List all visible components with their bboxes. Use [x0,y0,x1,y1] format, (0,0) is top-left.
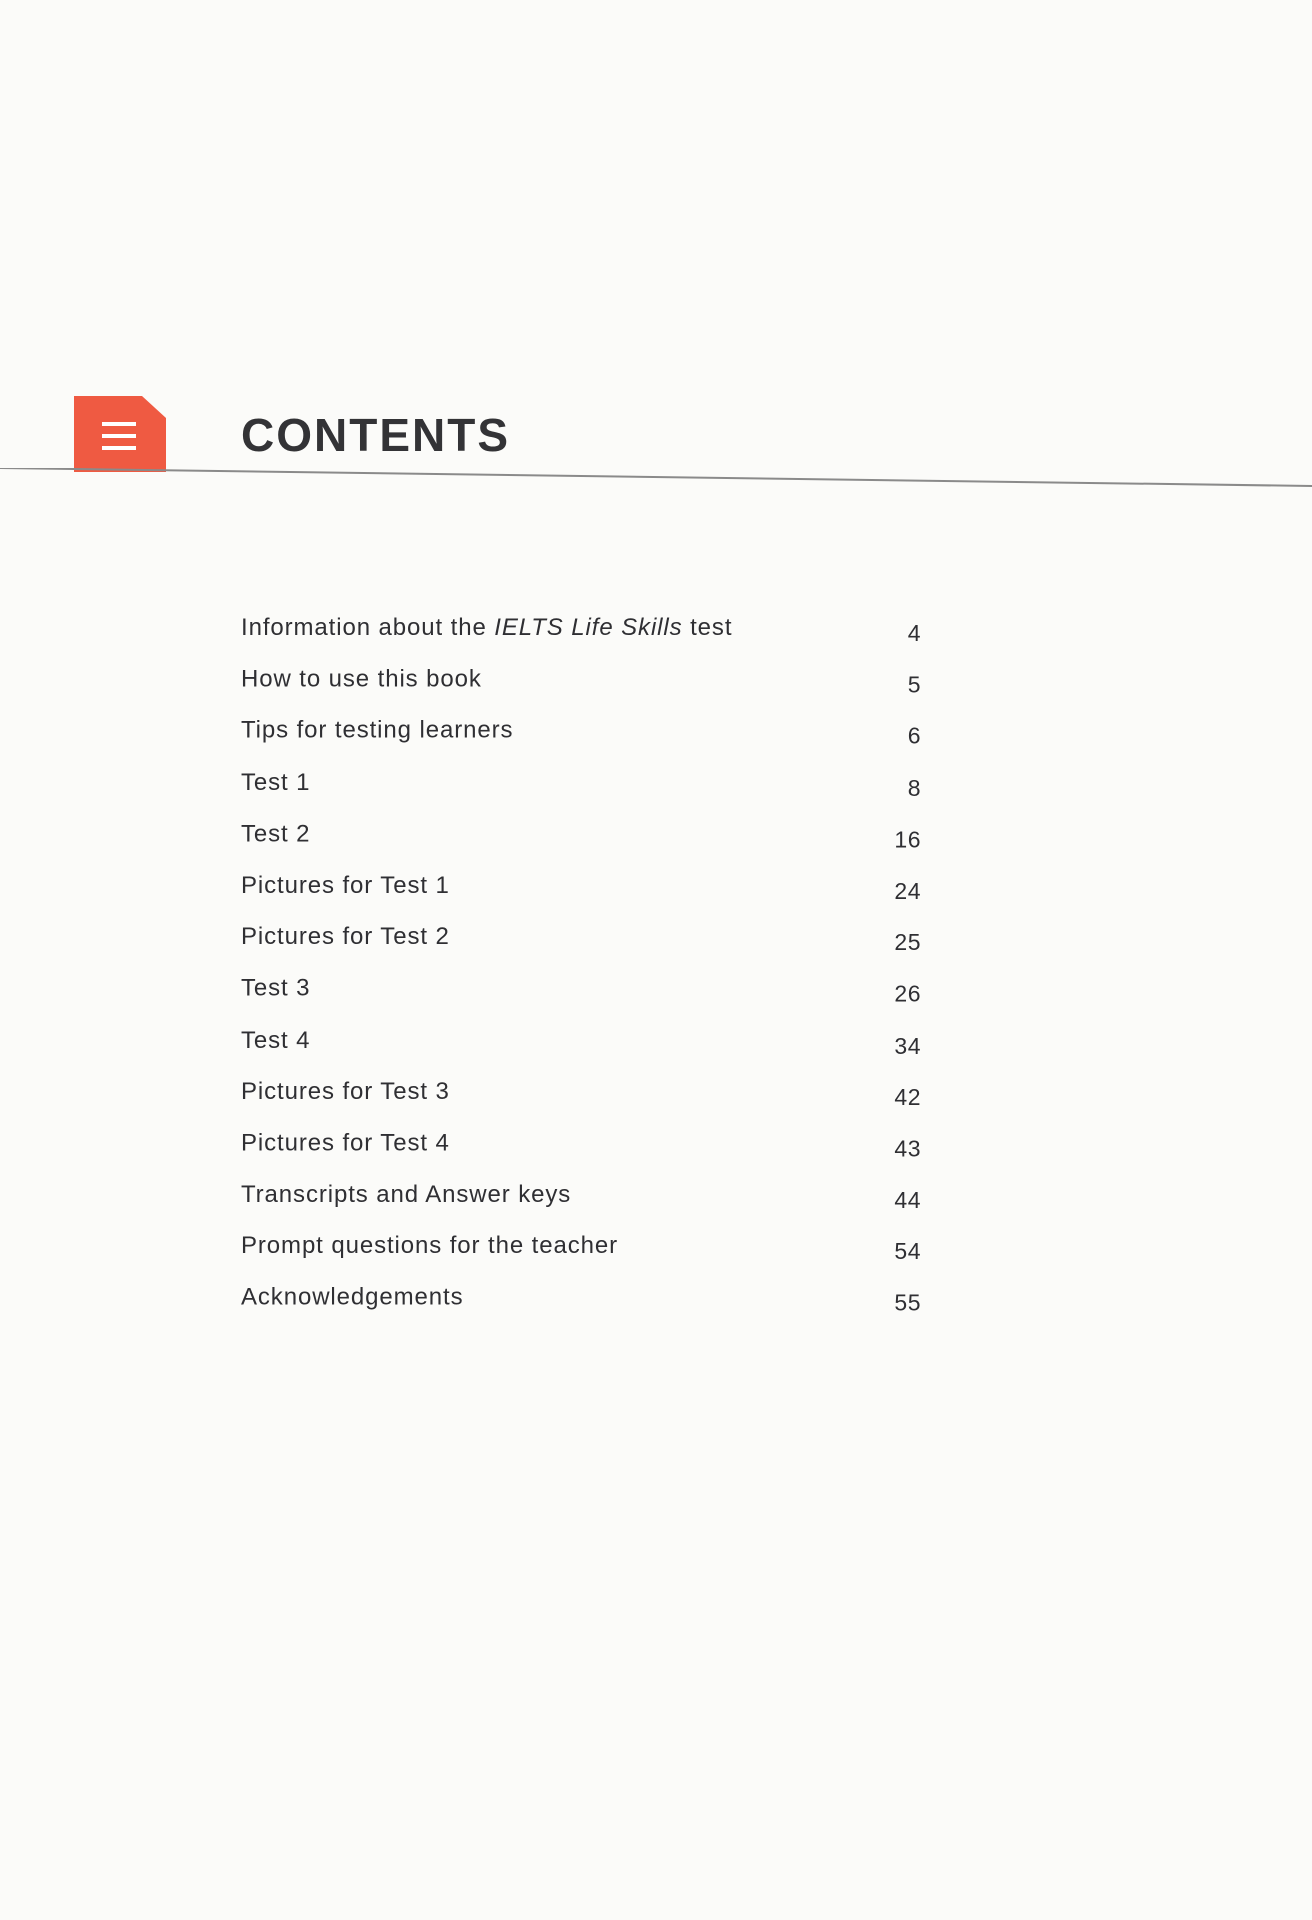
toc-entry-page-number: 34 [894,1032,921,1059]
toc-entry [241,1278,921,1329]
toc-entry-title: How to use this book [241,665,482,693]
toc-entry-title: Tips for testing learners [241,717,514,745]
toc-entry-page-number: 42 [894,1083,921,1110]
toc-entry [241,763,921,814]
toc-entry-page-number: 5 [907,671,921,698]
toc-entry-page-number: 44 [894,1186,921,1213]
toc-entry-page-number: 16 [894,826,921,853]
page-title: CONTENTS [241,409,510,461]
toc-entry-title: Transcripts and Answer keys [241,1180,572,1208]
toc-entry [241,1072,921,1123]
toc-entry [241,814,921,865]
toc-entry-title: Prompt questions for the teacher [241,1232,618,1260]
toc-entry-page-number: 25 [894,929,921,956]
toc-entry [241,1175,921,1226]
toc-entry-title: Test 2 [241,820,311,848]
toc-entry [241,969,921,1020]
toc-entry-title: Test 1 [241,768,311,796]
document-icon [74,396,166,472]
toc-entry [241,711,921,762]
toc-entry [241,1123,921,1174]
toc-entry-title: Pictures for Test 3 [241,1077,450,1105]
toc-entry-page-number: 55 [894,1289,921,1316]
toc-entry [241,660,921,711]
toc-entry-page-number: 26 [894,980,921,1007]
toc-entry-title-italic: IELTS Life Skills [494,614,683,641]
table-of-contents [241,608,921,1325]
toc-entry-title: Test 3 [241,974,311,1002]
toc-entry-page-number: 8 [907,774,921,801]
toc-entry [241,917,921,968]
toc-entry [241,608,921,659]
toc-entry-title: Information about the IELTS Life Skills test [241,614,733,641]
toc-entry-page-number: 6 [907,723,921,750]
header-divider [0,468,1312,488]
toc-entry-page-number: 54 [894,1238,921,1265]
toc-entry-title: Test 4 [241,1026,311,1054]
toc-entry-page-number: 4 [907,620,921,646]
toc-entry-page-number: 43 [894,1135,921,1162]
toc-entry-title: Pictures for Test 1 [241,871,450,899]
toc-entry-page-number: 24 [894,877,921,904]
toc-entry-title: Acknowledgements [241,1283,464,1311]
toc-entry-title: Pictures for Test 2 [241,923,450,951]
toc-entry [241,1226,921,1277]
toc-entry [241,1020,921,1071]
toc-entry-title: Pictures for Test 4 [241,1129,450,1157]
toc-entry [241,866,921,917]
